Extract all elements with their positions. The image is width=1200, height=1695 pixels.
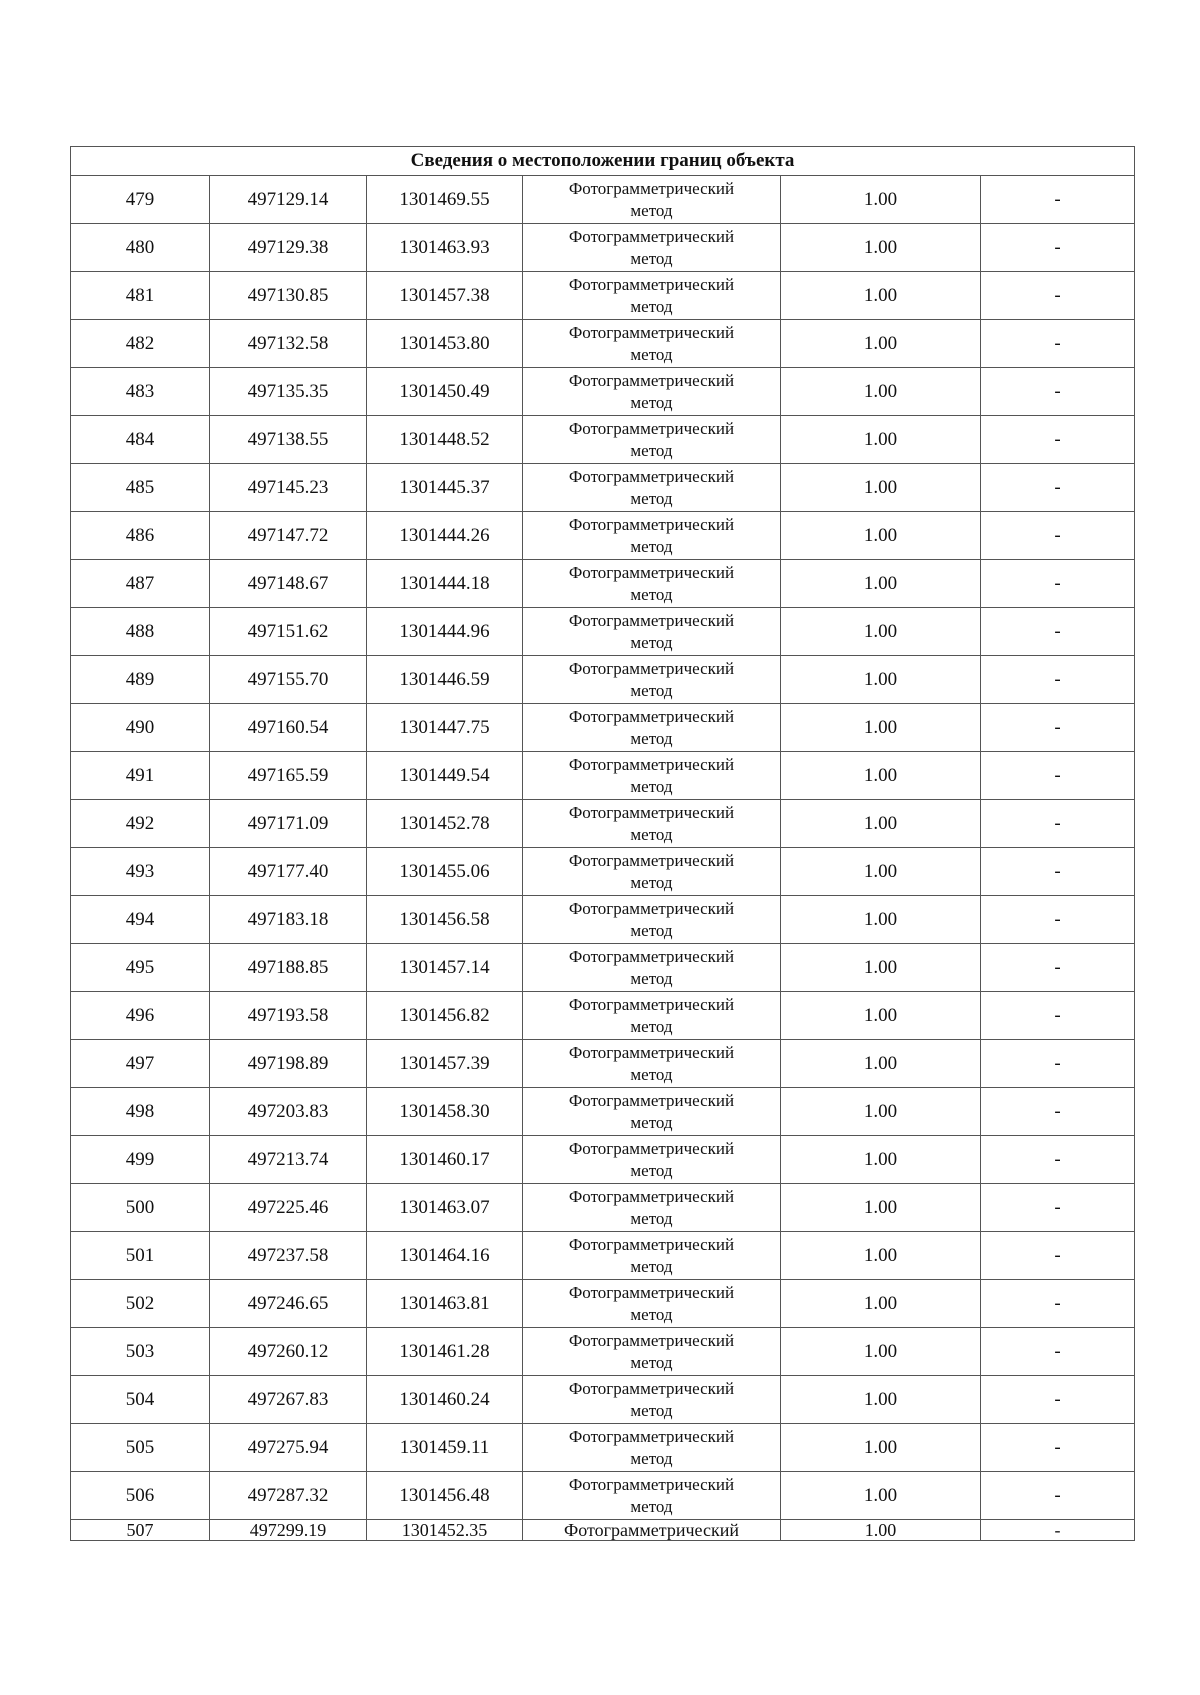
description-cell: -	[981, 752, 1135, 800]
table-row	[71, 560, 1135, 608]
y-coordinate-cell: 1301456.48	[367, 1472, 523, 1520]
table-row	[71, 656, 1135, 704]
method-line-2: метод	[630, 440, 673, 460]
y-coordinate-cell: 1301444.26	[367, 512, 523, 560]
y-coordinate-cell: 1301458.30	[367, 1088, 523, 1136]
x-coordinate-cell: 497213.74	[210, 1136, 367, 1184]
method-cell	[523, 512, 781, 560]
y-coordinate-cell: 1301461.28	[367, 1328, 523, 1376]
y-coordinate-cell: 1301444.18	[367, 560, 523, 608]
point-number-cell: 489	[71, 656, 210, 704]
description-cell: -	[981, 1376, 1135, 1424]
method-line-2: метод	[630, 1448, 673, 1468]
method-line-1: Фотограмметрический	[568, 178, 735, 198]
method-line-1: Фотограмметрический	[568, 994, 735, 1014]
accuracy-cell: 1.00	[781, 1280, 981, 1328]
table-row	[71, 416, 1135, 464]
description-cell: -	[981, 848, 1135, 896]
accuracy-cell: 1.00	[781, 1328, 981, 1376]
point-number-cell: 493	[71, 848, 210, 896]
accuracy-cell: 1.00	[781, 1040, 981, 1088]
y-coordinate-cell: 1301463.93	[367, 224, 523, 272]
table-row	[71, 992, 1135, 1040]
point-number-cell: 487	[71, 560, 210, 608]
accuracy-cell: 1.00	[781, 1088, 981, 1136]
method-line-2: метод	[630, 968, 673, 988]
accuracy-cell: 1.00	[781, 944, 981, 992]
point-number-cell: 485	[71, 464, 210, 512]
method-line-2: метод	[630, 344, 673, 364]
accuracy-cell: 1.00	[781, 1184, 981, 1232]
description-cell: -	[981, 992, 1135, 1040]
point-number-cell: 503	[71, 1328, 210, 1376]
x-coordinate-cell: 497275.94	[210, 1424, 367, 1472]
accuracy-cell: 1.00	[781, 464, 981, 512]
x-coordinate-cell: 497188.85	[210, 944, 367, 992]
method-line-2: метод	[630, 1256, 673, 1276]
method-line-1: Фотограмметрический	[568, 370, 735, 390]
point-number-cell: 504	[71, 1376, 210, 1424]
method-cell	[523, 752, 781, 800]
method-line-2: метод	[630, 872, 673, 892]
method-cell	[523, 656, 781, 704]
accuracy-cell: 1.00	[781, 512, 981, 560]
accuracy-cell: 1.00	[781, 1376, 981, 1424]
point-number-cell: 488	[71, 608, 210, 656]
description-cell: -	[981, 512, 1135, 560]
x-coordinate-cell: 497130.85	[210, 272, 367, 320]
y-coordinate-cell: 1301455.06	[367, 848, 523, 896]
description-cell: -	[981, 320, 1135, 368]
y-coordinate-cell: 1301460.24	[367, 1376, 523, 1424]
x-coordinate-cell: 497203.83	[210, 1088, 367, 1136]
x-coordinate-cell: 497183.18	[210, 896, 367, 944]
table-row	[71, 368, 1135, 416]
table-row	[71, 800, 1135, 848]
y-coordinate-cell: 1301452.35	[367, 1520, 523, 1541]
accuracy-cell: 1.00	[781, 1472, 981, 1520]
method-cell	[523, 224, 781, 272]
method-line-2: метод	[630, 920, 673, 940]
y-coordinate-cell: 1301457.14	[367, 944, 523, 992]
table-row	[71, 1232, 1135, 1280]
description-cell: -	[981, 800, 1135, 848]
description-cell: -	[981, 656, 1135, 704]
method-line-1: Фотограмметрический	[568, 274, 735, 294]
table-row	[71, 704, 1135, 752]
accuracy-cell: 1.00	[781, 1520, 981, 1541]
description-cell: -	[981, 1088, 1135, 1136]
table-row	[71, 1376, 1135, 1424]
accuracy-cell: 1.00	[781, 992, 981, 1040]
accuracy-cell: 1.00	[781, 752, 981, 800]
point-number-cell: 481	[71, 272, 210, 320]
method-line-2: метод	[630, 200, 673, 220]
method-line-2: метод	[630, 632, 673, 652]
method-line-1: Фотограмметрический	[568, 1330, 735, 1350]
point-number-cell: 486	[71, 512, 210, 560]
method-line-2: метод	[630, 1400, 673, 1420]
y-coordinate-cell: 1301445.37	[367, 464, 523, 512]
point-number-cell: 496	[71, 992, 210, 1040]
description-cell: -	[981, 608, 1135, 656]
point-number-cell: 497	[71, 1040, 210, 1088]
x-coordinate-cell: 497148.67	[210, 560, 367, 608]
accuracy-cell: 1.00	[781, 1232, 981, 1280]
y-coordinate-cell: 1301457.39	[367, 1040, 523, 1088]
x-coordinate-cell: 497171.09	[210, 800, 367, 848]
y-coordinate-cell: 1301453.80	[367, 320, 523, 368]
x-coordinate-cell: 497129.38	[210, 224, 367, 272]
point-number-cell: 480	[71, 224, 210, 272]
method-line-1: Фотограмметрический	[568, 466, 735, 486]
description-cell: -	[981, 1280, 1135, 1328]
method-line-2: метод	[630, 1304, 673, 1324]
method-cell	[523, 704, 781, 752]
y-coordinate-cell: 1301457.38	[367, 272, 523, 320]
x-coordinate-cell: 497246.65	[210, 1280, 367, 1328]
table-row	[71, 896, 1135, 944]
method-cell: Фотограмметрический	[523, 1520, 781, 1541]
x-coordinate-cell: 497151.62	[210, 608, 367, 656]
point-number-cell: 502	[71, 1280, 210, 1328]
method-line-1: Фотограмметрический	[568, 562, 735, 582]
accuracy-cell: 1.00	[781, 800, 981, 848]
accuracy-cell: 1.00	[781, 320, 981, 368]
point-number-cell: 507	[71, 1520, 210, 1541]
description-cell: -	[981, 1184, 1135, 1232]
y-coordinate-cell: 1301463.07	[367, 1184, 523, 1232]
method-line-1: Фотограмметрический	[568, 1186, 735, 1206]
method-line-1: Фотограмметрический	[568, 1042, 735, 1062]
x-coordinate-cell: 497165.59	[210, 752, 367, 800]
method-line-1: Фотограмметрический	[568, 802, 735, 822]
method-cell	[523, 992, 781, 1040]
description-cell: -	[981, 1232, 1135, 1280]
point-number-cell: 500	[71, 1184, 210, 1232]
method-line-1: Фотограмметрический	[568, 1138, 735, 1158]
table-row	[71, 1184, 1135, 1232]
description-cell: -	[981, 416, 1135, 464]
table-row	[71, 272, 1135, 320]
accuracy-cell: 1.00	[781, 368, 981, 416]
x-coordinate-cell: 497225.46	[210, 1184, 367, 1232]
method-line-1: Фотограмметрический	[568, 946, 735, 966]
method-line-1: Фотограмметрический	[568, 1426, 735, 1446]
table-row	[71, 1424, 1135, 1472]
method-cell	[523, 1280, 781, 1328]
method-line-1: Фотограмметрический	[568, 754, 735, 774]
method-line-2: метод	[630, 248, 673, 268]
table-row	[71, 1040, 1135, 1088]
description-cell: -	[981, 1472, 1135, 1520]
description-cell: -	[981, 368, 1135, 416]
table-row	[71, 848, 1135, 896]
x-coordinate-cell: 497160.54	[210, 704, 367, 752]
description-cell: -	[981, 1328, 1135, 1376]
y-coordinate-cell: 1301460.17	[367, 1136, 523, 1184]
method-line-1: Фотограмметрический	[568, 514, 735, 534]
method-line-1: Фотограмметрический	[568, 898, 735, 918]
method-line-2: метод	[630, 776, 673, 796]
method-cell	[523, 1088, 781, 1136]
method-cell	[523, 608, 781, 656]
method-line-2: метод	[630, 392, 673, 412]
x-coordinate-cell: 497147.72	[210, 512, 367, 560]
point-number-cell: 506	[71, 1472, 210, 1520]
y-coordinate-cell: 1301456.58	[367, 896, 523, 944]
point-number-cell: 492	[71, 800, 210, 848]
description-cell: -	[981, 1040, 1135, 1088]
x-coordinate-cell: 497287.32	[210, 1472, 367, 1520]
method-line-2: метод	[630, 1496, 673, 1516]
method-line-2: метод	[630, 1112, 673, 1132]
method-line-2: метод	[630, 296, 673, 316]
description-cell: -	[981, 1424, 1135, 1472]
method-cell	[523, 1136, 781, 1184]
method-cell	[523, 320, 781, 368]
accuracy-cell: 1.00	[781, 1136, 981, 1184]
x-coordinate-cell: 497267.83	[210, 1376, 367, 1424]
method-cell	[523, 848, 781, 896]
point-number-cell: 491	[71, 752, 210, 800]
method-line-2: метод	[630, 824, 673, 844]
point-number-cell: 494	[71, 896, 210, 944]
method-cell	[523, 1328, 781, 1376]
table-row	[71, 752, 1135, 800]
accuracy-cell: 1.00	[781, 848, 981, 896]
method-line-1: Фотограмметрический	[568, 1474, 735, 1494]
y-coordinate-cell: 1301448.52	[367, 416, 523, 464]
method-line-1: Фотограмметрический	[568, 1090, 735, 1110]
x-coordinate-cell: 497237.58	[210, 1232, 367, 1280]
method-line-1: Фотограмметрический	[568, 658, 735, 678]
description-cell: -	[981, 944, 1135, 992]
table-row	[71, 1280, 1135, 1328]
method-line-2: метод	[630, 1352, 673, 1372]
table-row	[71, 320, 1135, 368]
y-coordinate-cell: 1301446.59	[367, 656, 523, 704]
accuracy-cell: 1.00	[781, 896, 981, 944]
accuracy-cell: 1.00	[781, 272, 981, 320]
accuracy-cell: 1.00	[781, 224, 981, 272]
method-cell	[523, 800, 781, 848]
point-number-cell: 499	[71, 1136, 210, 1184]
table-row	[71, 1328, 1135, 1376]
table-row	[71, 608, 1135, 656]
x-coordinate-cell: 497193.58	[210, 992, 367, 1040]
method-cell	[523, 896, 781, 944]
point-number-cell: 495	[71, 944, 210, 992]
method-cell	[523, 1184, 781, 1232]
method-cell	[523, 368, 781, 416]
y-coordinate-cell: 1301463.81	[367, 1280, 523, 1328]
point-number-cell: 482	[71, 320, 210, 368]
method-line-2: метод	[630, 680, 673, 700]
description-cell: -	[981, 1520, 1135, 1541]
x-coordinate-cell: 497129.14	[210, 176, 367, 224]
x-coordinate-cell: 497155.70	[210, 656, 367, 704]
method-line-1: Фотограмметрический	[568, 1378, 735, 1398]
description-cell: -	[981, 560, 1135, 608]
x-coordinate-cell: 497299.19	[210, 1520, 367, 1541]
table-row	[71, 944, 1135, 992]
accuracy-cell: 1.00	[781, 560, 981, 608]
method-line-1: Фотограмметрический	[568, 1282, 735, 1302]
point-number-cell: 484	[71, 416, 210, 464]
description-cell: -	[981, 704, 1135, 752]
point-number-cell: 479	[71, 176, 210, 224]
y-coordinate-cell: 1301447.75	[367, 704, 523, 752]
method-line-2: метод	[630, 1208, 673, 1228]
table-title-row	[71, 147, 1135, 176]
method-line-2: метод	[630, 728, 673, 748]
x-coordinate-cell: 497198.89	[210, 1040, 367, 1088]
method-line-1: Фотограмметрический	[568, 322, 735, 342]
method-line-2: метод	[630, 536, 673, 556]
accuracy-cell: 1.00	[781, 704, 981, 752]
point-number-cell: 490	[71, 704, 210, 752]
point-number-cell: 498	[71, 1088, 210, 1136]
y-coordinate-cell: 1301450.49	[367, 368, 523, 416]
method-cell	[523, 272, 781, 320]
x-coordinate-cell: 497138.55	[210, 416, 367, 464]
description-cell: -	[981, 464, 1135, 512]
method-line-1: Фотограмметрический	[568, 850, 735, 870]
method-line-2: метод	[630, 488, 673, 508]
table-row	[71, 1136, 1135, 1184]
point-number-cell: 501	[71, 1232, 210, 1280]
y-coordinate-cell: 1301449.54	[367, 752, 523, 800]
y-coordinate-cell: 1301464.16	[367, 1232, 523, 1280]
description-cell: -	[981, 272, 1135, 320]
table-row	[71, 464, 1135, 512]
method-cell	[523, 1232, 781, 1280]
description-cell: -	[981, 896, 1135, 944]
x-coordinate-cell: 497145.23	[210, 464, 367, 512]
y-coordinate-cell: 1301459.11	[367, 1424, 523, 1472]
method-cell	[523, 176, 781, 224]
method-cell	[523, 560, 781, 608]
method-line-1: Фотограмметрический	[568, 226, 735, 246]
method-cell	[523, 464, 781, 512]
method-cell	[523, 1472, 781, 1520]
table-row	[71, 176, 1135, 224]
accuracy-cell: 1.00	[781, 416, 981, 464]
accuracy-cell: 1.00	[781, 176, 981, 224]
method-line-2: метод	[630, 1064, 673, 1084]
x-coordinate-cell: 497177.40	[210, 848, 367, 896]
y-coordinate-cell: 1301469.55	[367, 176, 523, 224]
description-cell: -	[981, 1136, 1135, 1184]
method-cell	[523, 1376, 781, 1424]
method-line-2: метод	[630, 1160, 673, 1180]
table-body	[71, 147, 1135, 1541]
y-coordinate-cell: 1301456.82	[367, 992, 523, 1040]
method-line-1: Фотограмметрический	[568, 418, 735, 438]
accuracy-cell: 1.00	[781, 1424, 981, 1472]
accuracy-cell: 1.00	[781, 608, 981, 656]
y-coordinate-cell: 1301452.78	[367, 800, 523, 848]
x-coordinate-cell: 497132.58	[210, 320, 367, 368]
method-cell	[523, 416, 781, 464]
table-title: Сведения о местоположении границ объекта	[71, 147, 1135, 176]
accuracy-cell: 1.00	[781, 656, 981, 704]
boundary-coordinates-table	[70, 146, 1135, 1541]
description-cell: -	[981, 224, 1135, 272]
table-row-partial	[71, 1520, 1135, 1541]
table-row	[71, 224, 1135, 272]
point-number-cell: 483	[71, 368, 210, 416]
table-row	[71, 1472, 1135, 1520]
point-number-cell: 505	[71, 1424, 210, 1472]
table-row	[71, 1088, 1135, 1136]
method-line-1: Фотограмметрический	[568, 706, 735, 726]
table-row	[71, 512, 1135, 560]
method-line-2: метод	[630, 1016, 673, 1036]
method-line-1: Фотограмметрический	[568, 610, 735, 630]
method-line-2: метод	[630, 584, 673, 604]
y-coordinate-cell: 1301444.96	[367, 608, 523, 656]
method-cell	[523, 1040, 781, 1088]
x-coordinate-cell: 497260.12	[210, 1328, 367, 1376]
method-cell	[523, 944, 781, 992]
method-cell	[523, 1424, 781, 1472]
method-line-1: Фотограмметрический	[568, 1234, 735, 1254]
x-coordinate-cell: 497135.35	[210, 368, 367, 416]
description-cell: -	[981, 176, 1135, 224]
